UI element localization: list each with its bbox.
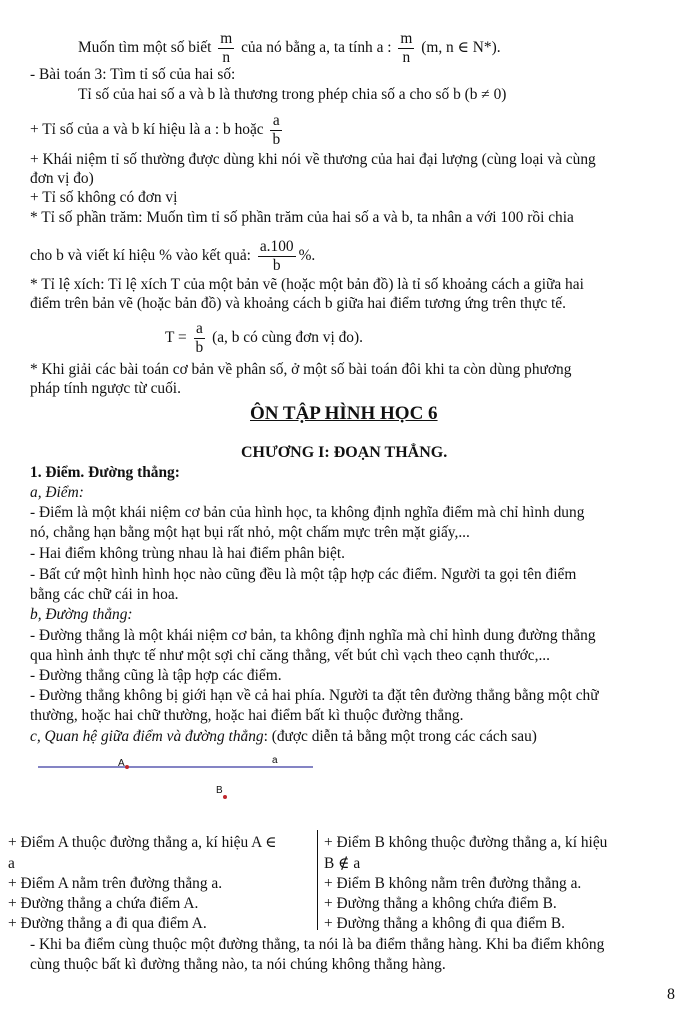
formula-line-1: Muốn tìm một số biết $\frac{m}{n}$ của nó bằng a, ta tính a : $\frac{m}{n}$ (m, n ∈ N*). <box>78 30 501 66</box>
subsection-point: a, Điểm: <box>30 484 84 501</box>
point-b-dot <box>223 795 227 799</box>
right-col-row-3: + Điểm B không nằm trên đường thẳng a. <box>324 875 582 892</box>
ratio-concept-line-1: + Khái niệm tỉ số thường được dùng khi nói về thương của hai đại lượng (cùng loại và cùng <box>30 151 596 168</box>
scale-formula: T = $\frac{a}{b}$ (a, b có cùng đơn vị đo). <box>165 320 363 356</box>
left-col-row-3: + Điểm A nằm trên đường thẳng a. <box>8 875 223 892</box>
page-number: 8 <box>667 986 675 1003</box>
reverse-method-line-1: * Khi giải các bài toán cơ bản về phân số, ở một số bài toán đôi khi ta còn dùng phương <box>30 361 572 378</box>
label-point-b: B <box>216 785 223 796</box>
line-def-line-2: qua hình ảnh thực tế như một sợi chỉ căng thẳng, vết bút chì vạch theo cạnh thước,... <box>30 647 550 664</box>
collinear-line-1: - Khi ba điểm cùng thuộc một đường thẳng, ta nói là ba điểm thẳng hàng. Khi ba điểm không <box>30 936 605 953</box>
percent-line-1: * Tỉ số phần trăm: Muốn tìm tỉ số phần trăm của hai số a và b, ta nhân a với 100 rồi chia <box>30 209 574 226</box>
line-set-of-points: - Đường thẳng cũng là tập hợp các điểm. <box>30 667 282 684</box>
left-col-row-2: a <box>8 855 15 872</box>
line-def-line-1: - Đường thẳng là một khái niệm cơ bản, ta không định nghĩa mà chỉ hình dung đường thẳng <box>30 627 596 644</box>
right-col-row-2: B ∉ a <box>324 855 361 872</box>
subsection-line: b, Đường thẳng: <box>30 606 133 623</box>
reverse-method-line-2: pháp tính ngược từ cuối. <box>30 380 181 397</box>
collinear-line-2: cùng thuộc bất kì đường thẳng nào, ta nói chúng không thẳng hàng. <box>30 956 446 973</box>
set-of-points-line-2: bằng các chữ cái in hoa. <box>30 586 179 603</box>
fraction-m-over-n: $\frac{m}{n}$ <box>220 30 233 66</box>
point-def-line-2: nó, chẳng hạn bằng một hạt bụi rất nhỏ, một chấm mực trên mặt giấy,... <box>30 524 470 541</box>
chapter-heading: CHƯƠNG I: ĐOẠN THẲNG. <box>241 444 448 461</box>
percent-line-2: cho b và viết kí hiệu % vào kết quả: $\frac{a.100}{b}$ %. <box>30 238 316 274</box>
right-col-row-4: + Đường thẳng a không chứa điểm B. <box>324 895 557 912</box>
left-col-row-5: + Đường thẳng a đi qua điểm A. <box>8 915 207 932</box>
fraction-m-over-n-2: $\frac{m}{n}$ <box>400 30 413 66</box>
fraction-a100-over-b: $\frac{a.100}{b}$ <box>259 238 294 274</box>
ratio-no-unit: + Tỉ số không có đơn vị <box>30 189 178 206</box>
problem-3-heading: - Bài toán 3: Tìm tỉ số của hai số: <box>30 66 236 83</box>
section-points-lines: 1. Điểm. Đường thẳng: <box>30 464 180 481</box>
line-unbounded-line-1: - Đường thẳng không bị giới hạn về cả hai phía. Người ta đặt tên đường thẳng bằng một chữ <box>30 687 599 704</box>
review-title: ÔN TẬP HÌNH HỌC 6 <box>250 403 438 424</box>
fraction-a-over-b: $\frac{a}{b}$ <box>272 112 281 148</box>
label-line-a: a <box>272 755 278 766</box>
point-line-figure <box>0 750 697 810</box>
set-of-points-line-1: - Bất cứ một hình hình học nào cũng đều là một tập hợp các điểm. Người ta gọi tên điểm <box>30 566 577 583</box>
fraction-t-a-over-b: $\frac{a}{b}$ <box>195 320 204 356</box>
right-col-row-5: + Đường thẳng a không đi qua điểm B. <box>324 915 566 932</box>
subsection-relation: c, Quan hệ giữa điểm và đường thẳng: (được diễn tả bằng một trong các cách sau) <box>30 728 537 745</box>
left-col-row-1: + Điểm A thuộc đường thẳng a, kí hiệu A ∈ <box>8 834 277 851</box>
ratio-definition: Tỉ số của hai số a và b là thương trong phép chia số a cho số b (b ≠ 0) <box>78 86 507 103</box>
ratio-concept-line-2: đơn vị đo) <box>30 170 94 187</box>
point-a-dot <box>125 765 129 769</box>
column-divider <box>317 830 318 930</box>
ratio-notation: + Tỉ số của a và b kí hiệu là a : b hoặc $\frac{a}{b}$ <box>30 112 281 148</box>
left-col-row-4: + Đường thẳng a chứa điểm A. <box>8 895 199 912</box>
distinct-points: - Hai điểm không trùng nhau là hai điểm phân biệt. <box>30 545 346 562</box>
right-col-row-1: + Điểm B không thuộc đường thẳng a, kí hiệu <box>324 834 608 851</box>
scale-line-1: * Tỉ lệ xích: Tỉ lệ xích T của một bản vẽ (hoặc một bản đồ) là tỉ số khoảng cách a giữa hai <box>30 276 584 293</box>
point-def-line-1: - Điểm là một khái niệm cơ bản của hình học, ta không định nghĩa điểm mà chỉ hình dung <box>30 504 585 521</box>
scale-line-2: điểm trên bản vẽ (hoặc bản đồ) và khoảng cách b giữa hai điểm tương ứng trên thực tế. <box>30 295 566 312</box>
line-unbounded-line-2: thường, hoặc hai chữ thường, hoặc hai điểm bất kì thuộc đường thẳng. <box>30 707 464 724</box>
label-point-a: A <box>118 758 125 769</box>
